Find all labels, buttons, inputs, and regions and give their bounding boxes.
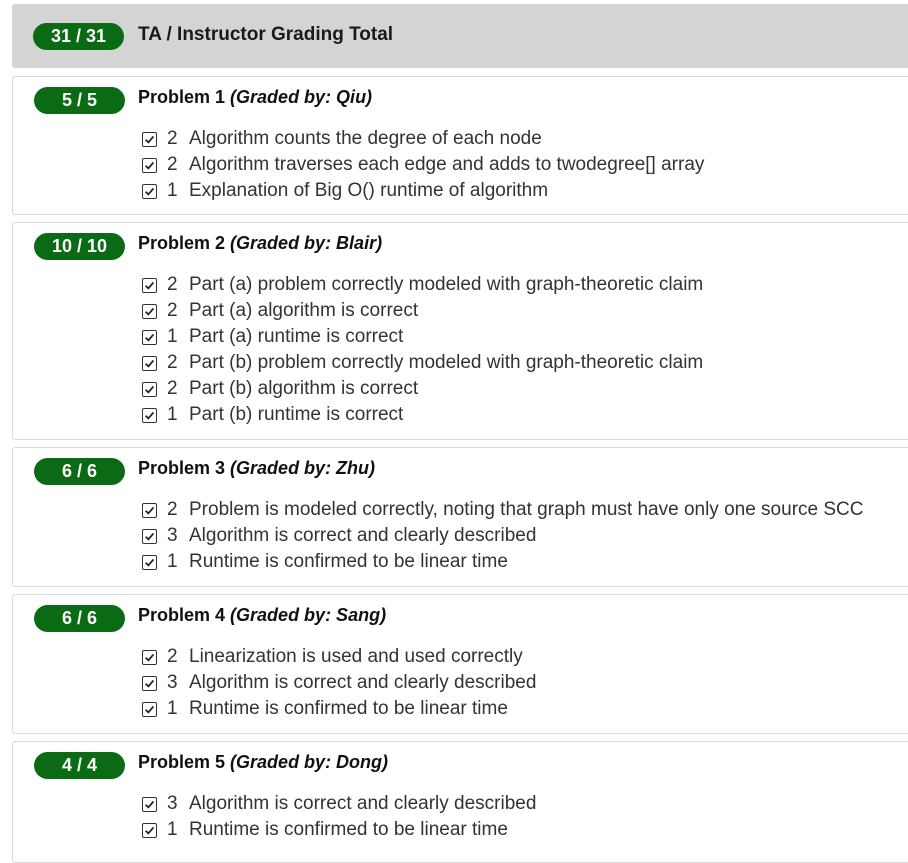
grading-total-bar	[12, 4, 908, 68]
rubric-item	[142, 126, 704, 152]
grader-label: (Graded by: Blair)	[230, 233, 383, 253]
problem-card	[12, 594, 908, 734]
rubric-item	[142, 178, 704, 204]
problem-card	[12, 76, 908, 215]
rubric-item	[142, 298, 703, 324]
rubric-list	[142, 791, 536, 843]
problem-score-badge: 6 / 6	[34, 605, 125, 632]
rubric-item	[142, 670, 536, 696]
rubric-item	[142, 523, 863, 549]
problem-score-badge: 4 / 4	[34, 752, 125, 779]
problem-card	[12, 741, 908, 863]
rubric-text: Algorithm is correct and clearly described	[189, 793, 537, 814]
checkbox-checked-icon	[142, 408, 157, 423]
problem-title	[138, 233, 382, 254]
rubric-points: 1	[167, 326, 178, 347]
rubric-item	[142, 497, 863, 523]
total-title: TA / Instructor Grading Total	[138, 24, 394, 45]
problem-name: Problem 4	[138, 605, 226, 625]
rubric-points: 2	[167, 378, 178, 399]
grader-label: (Graded by: Dong)	[230, 752, 389, 772]
rubric-list	[142, 644, 536, 722]
rubric-text: Explanation of Big O() runtime of algorithm	[189, 180, 549, 201]
rubric-points: 3	[167, 793, 178, 814]
rubric-text: Algorithm traverses each edge and adds to twodegree[] array	[189, 154, 705, 175]
rubric-text: Problem is modeled correctly, noting that graph must have only one source SCC	[189, 499, 864, 520]
problem-title	[138, 87, 372, 108]
rubric-item	[142, 376, 703, 402]
rubric-text: Part (b) algorithm is correct	[189, 378, 419, 399]
problem-name: Problem 3	[138, 458, 226, 478]
problem-title	[138, 458, 375, 479]
rubric-text: Runtime is confirmed to be linear time	[189, 698, 508, 719]
rubric-item	[142, 696, 536, 722]
rubric-text: Part (b) runtime is correct	[189, 404, 404, 425]
rubric-points: 2	[167, 128, 178, 149]
rubric-text: Linearization is used and used correctly	[189, 646, 523, 667]
rubric-text: Algorithm is correct and clearly described	[189, 672, 537, 693]
rubric-text: Part (a) algorithm is correct	[189, 300, 419, 321]
rubric-points: 1	[167, 551, 178, 572]
rubric-text: Runtime is confirmed to be linear time	[189, 551, 508, 572]
rubric-text: Algorithm counts the degree of each node	[189, 128, 542, 149]
problem-title	[138, 752, 388, 773]
grader-label: (Graded by: Zhu)	[230, 458, 376, 478]
rubric-list	[142, 126, 704, 204]
rubric-item	[142, 152, 704, 178]
problem-title	[138, 605, 386, 626]
grader-label: (Graded by: Sang)	[230, 605, 387, 625]
problem-name: Problem 5	[138, 752, 226, 772]
rubric-text: Part (b) problem correctly modeled with graph-theoretic claim	[189, 352, 704, 373]
checkbox-checked-icon	[142, 555, 157, 570]
rubric-points: 1	[167, 404, 178, 425]
rubric-points: 1	[167, 180, 178, 201]
rubric-points: 2	[167, 646, 178, 667]
rubric-item	[142, 644, 536, 670]
problem-name: Problem 1	[138, 87, 226, 107]
problem-name: Problem 2	[138, 233, 226, 253]
checkbox-checked-icon	[142, 158, 157, 173]
rubric-points: 2	[167, 352, 178, 373]
rubric-points: 1	[167, 698, 178, 719]
checkbox-checked-icon	[142, 503, 157, 518]
checkbox-checked-icon	[142, 382, 157, 397]
rubric-text: Part (a) runtime is correct	[189, 326, 404, 347]
problem-score-badge: 6 / 6	[34, 458, 125, 485]
rubric-item	[142, 324, 703, 350]
checkbox-checked-icon	[142, 529, 157, 544]
rubric-points: 2	[167, 274, 178, 295]
checkbox-checked-icon	[142, 184, 157, 199]
checkbox-checked-icon	[142, 797, 157, 812]
rubric-text: Runtime is confirmed to be linear time	[189, 819, 508, 840]
rubric-points: 3	[167, 672, 178, 693]
rubric-list	[142, 272, 703, 428]
checkbox-checked-icon	[142, 676, 157, 691]
rubric-text: Algorithm is correct and clearly described	[189, 525, 537, 546]
checkbox-checked-icon	[142, 702, 157, 717]
checkbox-checked-icon	[142, 356, 157, 371]
rubric-points: 2	[167, 154, 178, 175]
problem-card	[12, 222, 908, 440]
checkbox-checked-icon	[142, 330, 157, 345]
problem-score-badge: 10 / 10	[34, 233, 125, 260]
rubric-item	[142, 402, 703, 428]
total-score-badge: 31 / 31	[33, 23, 124, 50]
grader-label: (Graded by: Qiu)	[230, 87, 373, 107]
rubric-item	[142, 350, 703, 376]
rubric-points: 2	[167, 499, 178, 520]
checkbox-checked-icon	[142, 132, 157, 147]
problem-card	[12, 447, 908, 587]
rubric-item	[142, 817, 536, 843]
rubric-item	[142, 791, 536, 817]
rubric-points: 3	[167, 525, 178, 546]
problem-score-badge: 5 / 5	[34, 87, 125, 114]
rubric-points: 1	[167, 819, 178, 840]
rubric-list	[142, 497, 863, 575]
rubric-item	[142, 549, 863, 575]
checkbox-checked-icon	[142, 304, 157, 319]
rubric-points: 2	[167, 300, 178, 321]
rubric-text: Part (a) problem correctly modeled with graph-theoretic claim	[189, 274, 704, 295]
checkbox-checked-icon	[142, 650, 157, 665]
checkbox-checked-icon	[142, 278, 157, 293]
rubric-item	[142, 272, 703, 298]
checkbox-checked-icon	[142, 823, 157, 838]
